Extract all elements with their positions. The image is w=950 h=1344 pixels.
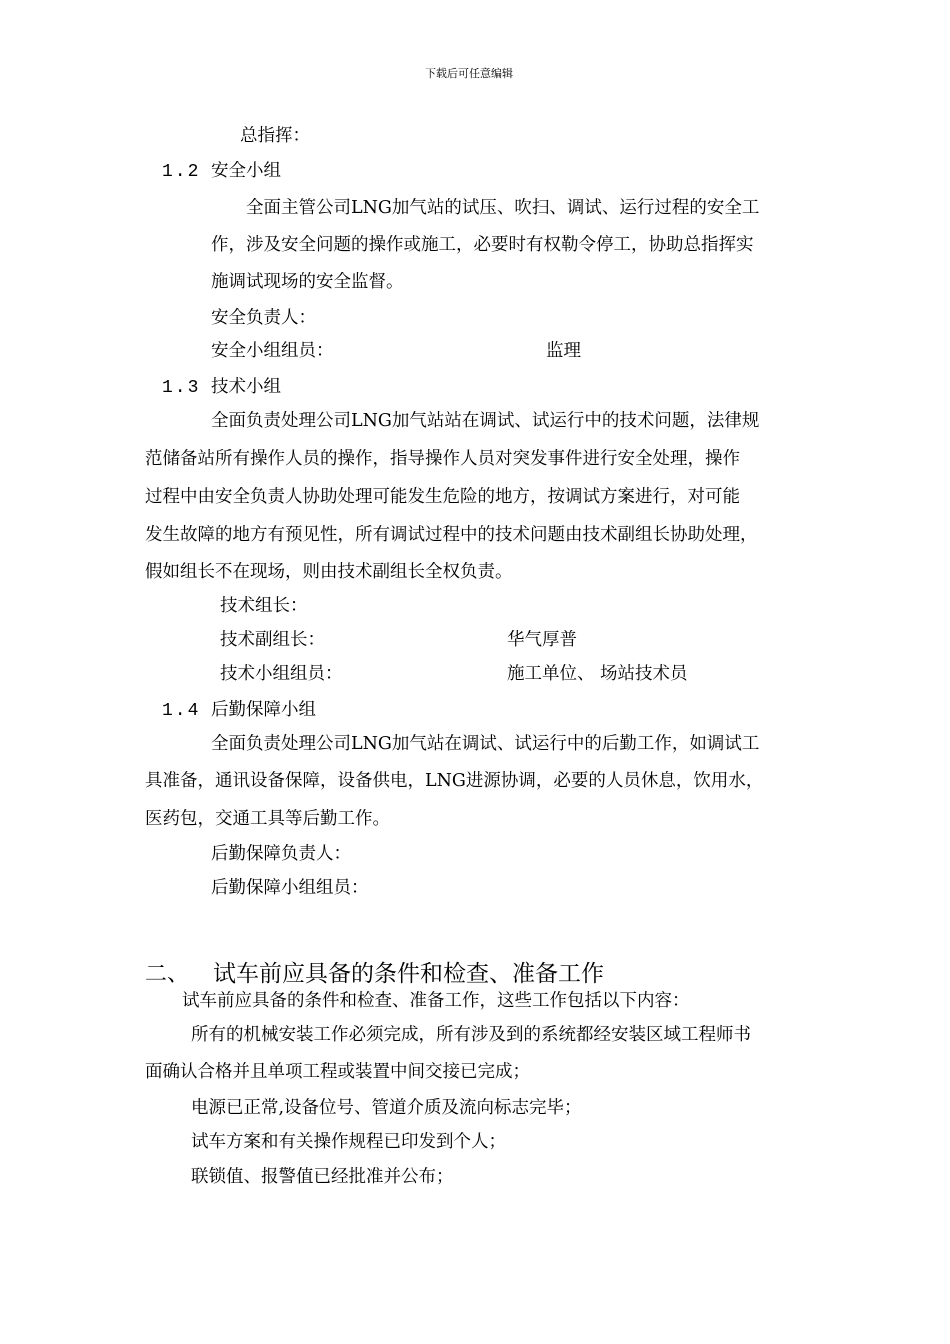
section-2-item-line: 面确认合格并且单项工程或装置中间交接已完成； <box>145 1062 530 1082</box>
section-1-3-paragraph-line: 全面负责处理公司LNG加气站站在调试、试运行中的技术问题，法律规 <box>211 411 760 431</box>
section-1-2-paragraph-line: 施调试现场的安全监督。 <box>211 272 404 292</box>
section-1-3-paragraph-line: 发生故障的地方有预见性，所有调试过程中的技术问题由技术副组长协助处理， <box>145 525 758 545</box>
tech-members-label: 技术小组组员： <box>220 664 343 684</box>
safety-members-value: 监理 <box>546 341 581 361</box>
section-1-4-paragraph-line: 全面负责处理公司LNG加气站在调试、试运行中的后勤工作，如调试工 <box>211 734 760 754</box>
section-2-item: 试车方案和有关操作规程已印发到个人； <box>191 1132 506 1152</box>
section-1-3-paragraph-line: 过程中由安全负责人协助处理可能发生危险的地方，按调试方案进行，对可能 <box>145 487 740 507</box>
tech-leader-label: 技术组长： <box>220 596 308 616</box>
page-header-note: 下载后可任意编辑 <box>425 67 513 80</box>
section-1-3-paragraph-line: 假如组长不在现场，则由技术副组长全权负责。 <box>145 562 513 582</box>
tech-deputy-label: 技术副组长： <box>220 630 325 650</box>
safety-leader-label: 安全负责人： <box>211 308 316 328</box>
section-1-4-title: 后勤保障小组 <box>211 700 316 720</box>
section-2-item: 电源已正常,设备位号、管道介质及流向标志完毕； <box>191 1098 582 1118</box>
section-1-2-title: 安全小组 <box>211 161 281 181</box>
section-2-intro: 试车前应具备的条件和检查、准备工作，这些工作包括以下内容： <box>182 991 690 1011</box>
section-1-3-number: 1.3 <box>162 378 201 398</box>
safety-members-label: 安全小组组员： <box>211 341 334 361</box>
section-1-4-number: 1.4 <box>162 701 201 721</box>
section-1-4-paragraph-line: 医药包，交通工具等后勤工作。 <box>145 809 390 829</box>
section-1-3-title: 技术小组 <box>211 377 281 397</box>
logistics-leader-label: 后勤保障负责人： <box>211 844 351 864</box>
section-2-item-line: 所有的机械安装工作必须完成，所有涉及到的系统都经安装区域工程师书 <box>191 1025 751 1045</box>
section-1-2-paragraph-line: 全面主管公司LNG加气站的试压、吹扫、调试、运行过程的安全工 <box>246 198 760 218</box>
section-1-2-paragraph-line: 作，涉及安全问题的操作或施工，必要时有权勒令停工，协助总指挥实 <box>211 235 754 255</box>
section-1-4-paragraph-line: 具准备，通讯设备保障，设备供电，LNG进源协调，必要的人员休息，饮用水， <box>145 771 764 791</box>
logistics-members-label: 后勤保障小组组员： <box>211 878 369 898</box>
section-1-2-number: 1.2 <box>162 162 201 182</box>
section-2-item: 联锁值、报警值已经批准并公布； <box>191 1167 454 1187</box>
section-1-3-paragraph-line: 范储备站所有操作人员的操作，指导操作人员对突发事件进行安全处理，操作 <box>145 449 740 469</box>
section-2-number: 二、 <box>145 962 190 987</box>
tech-members-value: 施工单位、 场站技术员 <box>507 664 688 684</box>
tech-deputy-value: 华气厚普 <box>507 630 577 650</box>
section-2-heading: 试车前应具备的条件和检查、准备工作 <box>213 961 604 987</box>
commander-label: 总指挥： <box>240 126 310 146</box>
